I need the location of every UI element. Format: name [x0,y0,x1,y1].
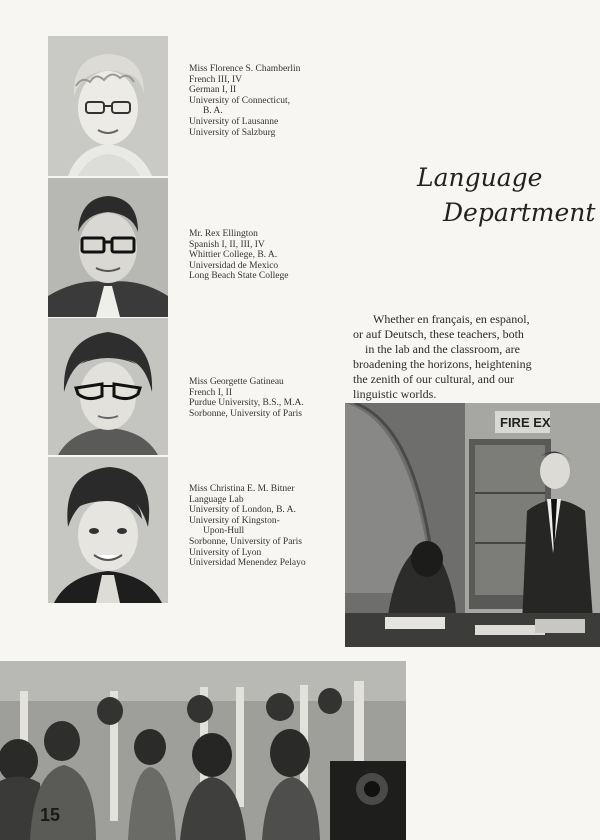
page-title-line2: Department [443,198,596,227]
caption-chamberlin [189,64,300,138]
teacher-degree: University of London, B. A. [189,505,296,516]
intro-paragraph [353,312,593,402]
caption-bitner [189,484,306,569]
teacher-name: Miss Christina E. M. Bitner [189,484,295,494]
teacher-degree: B. A. [203,106,223,117]
teacher-degree: Universidad de Mexico [189,260,279,271]
jersey-number: 15 [40,805,61,825]
language-lab-photo [345,403,600,647]
teacher-degree: Purdue University, B.S., M.A. [189,398,304,409]
teacher-degree: Universidad Menendez Pelayo [189,558,306,569]
portrait-ellington [48,178,168,317]
teacher-degree: University of Connecticut, [189,95,291,106]
teacher-degree: Sorbonne, University of Paris [189,536,302,547]
portrait-gatineau [48,318,168,455]
intro-line: or auf Deutsch, these teachers, both [353,327,524,341]
teacher-name: Miss Florence S. Chamberlin [189,64,301,74]
teacher-degree: University of Salzburg [189,127,276,138]
teacher-subject: Spanish I, II, III, IV [189,239,265,250]
caption-gatineau [189,377,304,419]
teacher-name: Miss Georgette Gatineau [189,377,284,387]
intro-line: the zenith of our cultural, and our [353,372,514,386]
teacher-name: Mr. Rex Ellington [189,229,258,239]
intro-line: in the lab and the classroom, are [365,342,520,356]
teacher-degree: Sorbonne, University of Paris [189,408,302,419]
teacher-degree: University of Lyon [189,547,262,558]
caption-ellington [189,229,288,282]
teacher-degree: University of Kingston- [189,515,280,526]
teacher-subject: German I, II [189,85,237,96]
teacher-subject: French III, IV [189,74,243,85]
intro-line: Whether en français, en espanol, [373,312,530,326]
classroom-students-photo [0,661,406,840]
teacher-degree: Long Beach State College [189,271,289,282]
teacher-subject: French I, II [189,387,232,398]
teacher-degree: University of Lausanne [189,116,279,127]
intro-line: linguistic worlds. [353,387,437,401]
teacher-subject: Language Lab [189,494,244,505]
intro-line: broadening the horizons, heightening [353,357,532,371]
teacher-degree: Upon-Hull [203,526,245,537]
fire-exit-sign: FIRE EX [500,415,551,430]
teacher-degree: Whittier College, B. A. [189,250,278,261]
portrait-bitner [48,457,168,603]
portrait-chamberlin [48,36,168,176]
page-title-line1: Language [417,163,543,192]
